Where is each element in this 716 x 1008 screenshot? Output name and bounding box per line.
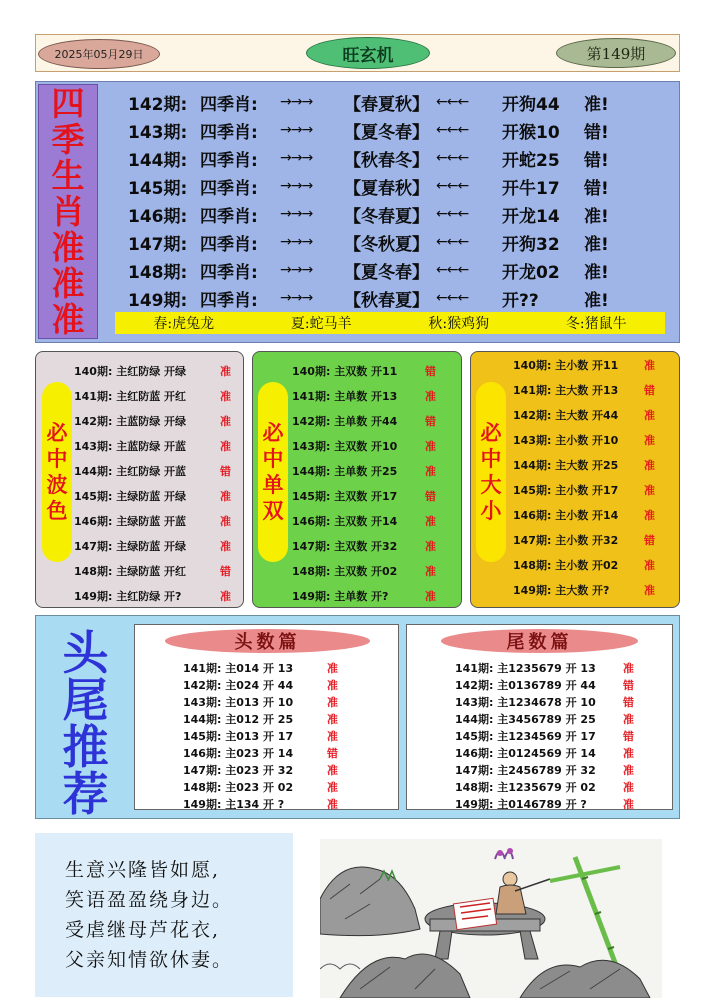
list-item (455, 659, 672, 676)
row-text: 142期: 主单数 开44 (292, 414, 398, 428)
row-text: 145期: 主1234569 开 17 (455, 729, 596, 743)
status: 准 (644, 458, 655, 472)
status: 准 (220, 539, 231, 553)
row-text: 142期: 主024 开 44 (183, 678, 294, 692)
list-item (74, 583, 231, 608)
list-item (513, 427, 655, 452)
row-text: 141期: 主014 开 13 (183, 661, 294, 675)
status: 准 (327, 712, 338, 726)
row-text: 143期: 主013 开 10 (183, 695, 294, 709)
result: 开狗44 (502, 94, 560, 115)
row-label: 四季肖: (200, 94, 258, 115)
season-row (128, 116, 673, 144)
issue-badge: 第149期 (556, 38, 676, 68)
row-text: 149期: 主单数 开? (292, 589, 389, 603)
list-item (455, 744, 672, 761)
arrow-right: →→→ (280, 206, 313, 222)
list-item (513, 527, 655, 552)
row-label: 四季肖: (200, 290, 258, 311)
tail-number-title: 尾数篇 (441, 629, 638, 653)
status: 准 (623, 763, 634, 777)
status: 错 (644, 533, 655, 547)
list-item (74, 383, 231, 408)
season-label-char: 准 (51, 299, 85, 339)
row-text: 145期: 主绿防蓝 开绿 (74, 489, 187, 503)
status: 错 (623, 729, 634, 743)
list-item (292, 558, 436, 583)
arrow-left: ←←← (436, 206, 469, 222)
status: 准 (220, 364, 231, 378)
status: 准 (425, 464, 436, 478)
date-badge: 2025年05月29日 (38, 39, 160, 69)
season-value: 【夏春秋】 (344, 178, 429, 199)
arrow-right: →→→ (280, 290, 313, 306)
status: 错 (327, 746, 338, 760)
status: 准 (644, 508, 655, 522)
list-item (455, 710, 672, 727)
row-text: 147期: 主双数 开32 (292, 539, 398, 553)
row-text: 147期: 主小数 开32 (513, 533, 619, 547)
season-legend (115, 312, 665, 334)
arrow-left: ←←← (436, 290, 469, 306)
legend-winter: 冬:猪鼠牛 (565, 316, 627, 332)
tail-number-list (455, 659, 672, 812)
season-value: 【夏冬春】 (344, 262, 429, 283)
big-small-list (513, 352, 655, 602)
head-tail-panel-label (48, 626, 123, 821)
season-label-char: 准 (51, 227, 85, 267)
list-item (183, 744, 398, 761)
status: 准 (220, 439, 231, 453)
odd-even-list (292, 358, 436, 608)
status: 准 (623, 797, 634, 811)
row-text: 146期: 主023 开 14 (183, 746, 294, 760)
row-text: 143期: 主小数 开10 (513, 433, 619, 447)
status: 准 (644, 358, 655, 372)
season-row (128, 284, 673, 312)
list-item (292, 458, 436, 483)
list-item (292, 358, 436, 383)
list-item (513, 352, 655, 377)
period: 144期: (128, 150, 188, 171)
row-text: 140期: 主红防绿 开绿 (74, 364, 187, 378)
poem-line: 生意兴隆皆如愿, (65, 859, 221, 881)
row-text: 148期: 主小数 开02 (513, 558, 619, 572)
result: 开龙14 (502, 206, 560, 227)
row-text: 144期: 主大数 开25 (513, 458, 619, 472)
season-value: 【春夏秋】 (344, 94, 429, 115)
status: 准 (425, 589, 436, 603)
page-title: 旺玄机 (306, 37, 430, 69)
period: 145期: (128, 178, 188, 199)
arrow-left: ←←← (436, 178, 469, 194)
row-text: 141期: 主大数 开13 (513, 383, 619, 397)
arrow-right: →→→ (280, 262, 313, 278)
list-item (183, 676, 398, 693)
label-char: 必 (480, 421, 502, 445)
season-row (128, 228, 673, 256)
status: 准 (425, 389, 436, 403)
list-item (183, 727, 398, 744)
label-char: 大 (480, 473, 502, 497)
status: 准 (425, 539, 436, 553)
row-text: 144期: 主红防绿 开蓝 (74, 464, 187, 478)
row-text: 149期: 主红防绿 开? (74, 589, 182, 603)
legend-autumn: 秋:猴鸡狗 (428, 316, 490, 332)
list-item (74, 483, 231, 508)
status: 准 (327, 678, 338, 692)
poem-panel (35, 833, 293, 997)
status: 错 (644, 383, 655, 397)
season-label-char: 四 (51, 83, 85, 123)
row-text: 149期: 主0146789 开 ? (455, 797, 587, 811)
label-char: 单 (262, 473, 284, 497)
list-item (455, 727, 672, 744)
list-item (74, 558, 231, 583)
season-row (128, 144, 673, 172)
list-item (74, 358, 231, 383)
status: 错 (220, 564, 231, 578)
list-item (513, 402, 655, 427)
list-item (74, 408, 231, 433)
status: 准! (584, 206, 609, 227)
label-char: 头 (62, 626, 109, 680)
row-text: 141期: 主1235679 开 13 (455, 661, 596, 675)
arrow-right: →→→ (280, 150, 313, 166)
season-label-char: 生 (51, 155, 85, 195)
row-label: 四季肖: (200, 262, 258, 283)
label-char: 中 (262, 447, 284, 471)
wave-panel-label (42, 382, 72, 562)
status: 准! (584, 262, 609, 283)
period: 149期: (128, 290, 188, 311)
list-item (292, 533, 436, 558)
list-item (292, 583, 436, 608)
status: 准 (623, 746, 634, 760)
list-item (183, 659, 398, 676)
arrow-right: →→→ (280, 94, 313, 110)
status: 准 (220, 589, 231, 603)
row-text: 145期: 主双数 开17 (292, 489, 398, 503)
result: 开?? (502, 290, 539, 311)
row-text: 148期: 主双数 开02 (292, 564, 398, 578)
status: 错 (623, 695, 634, 709)
list-item (455, 676, 672, 693)
head-number-panel (134, 624, 399, 810)
arrow-left: ←←← (436, 94, 469, 110)
period: 146期: (128, 206, 188, 227)
label-char: 中 (46, 447, 68, 471)
row-text: 146期: 主绿防蓝 开蓝 (74, 514, 187, 528)
list-item (513, 377, 655, 402)
arrow-left: ←←← (436, 122, 469, 138)
row-text: 140期: 主双数 开11 (292, 364, 398, 378)
big-small-panel-label (476, 382, 506, 562)
label-char: 荐 (62, 767, 109, 821)
status: 准 (644, 583, 655, 597)
status: 准! (584, 290, 609, 311)
row-text: 143期: 主1234678 开 10 (455, 695, 596, 709)
list-item (74, 508, 231, 533)
status: 错! (584, 122, 609, 143)
row-text: 146期: 主双数 开14 (292, 514, 398, 528)
result: 开龙02 (502, 262, 560, 283)
row-text: 149期: 主134 开 ? (183, 797, 285, 811)
status: 准 (220, 389, 231, 403)
list-item (292, 483, 436, 508)
status: 准 (220, 514, 231, 528)
label-char: 必 (46, 421, 68, 445)
status: 准 (327, 695, 338, 709)
row-text: 148期: 主绿防蓝 开红 (74, 564, 187, 578)
status: 错 (425, 414, 436, 428)
arrow-right: →→→ (280, 122, 313, 138)
wave-list (74, 358, 231, 608)
row-text: 149期: 主大数 开? (513, 583, 610, 597)
season-label-char: 准 (51, 263, 85, 303)
result: 开狗32 (502, 234, 560, 255)
list-item (183, 795, 398, 812)
row-text: 144期: 主单数 开25 (292, 464, 398, 478)
season-panel-label (38, 84, 98, 339)
list-item (455, 761, 672, 778)
status: 准 (327, 780, 338, 794)
status: 错 (623, 678, 634, 692)
status: 准 (425, 564, 436, 578)
status: 准 (425, 439, 436, 453)
list-item (74, 458, 231, 483)
arrow-left: ←←← (436, 150, 469, 166)
season-value: 【秋春夏】 (344, 290, 429, 311)
status: 准 (327, 729, 338, 743)
row-text: 141期: 主单数 开13 (292, 389, 398, 403)
status: 错! (584, 150, 609, 171)
label-char: 推 (62, 720, 109, 774)
season-row (128, 88, 673, 116)
arrow-left: ←←← (436, 262, 469, 278)
result: 开蛇25 (502, 150, 560, 171)
list-item (513, 577, 655, 602)
season-value: 【夏冬春】 (344, 122, 429, 143)
status: 错! (584, 178, 609, 199)
row-label: 四季肖: (200, 122, 258, 143)
status: 准 (623, 661, 634, 675)
row-text: 145期: 主013 开 17 (183, 729, 294, 743)
row-text: 146期: 主小数 开14 (513, 508, 619, 522)
head-number-list (183, 659, 398, 812)
season-row (128, 172, 673, 200)
list-item (513, 477, 655, 502)
list-item (183, 761, 398, 778)
row-text: 144期: 主012 开 25 (183, 712, 294, 726)
label-char: 中 (480, 447, 502, 471)
status: 准 (327, 661, 338, 675)
label-char: 色 (46, 499, 68, 523)
row-text: 144期: 主3456789 开 25 (455, 712, 596, 726)
status: 准 (644, 558, 655, 572)
row-text: 147期: 主023 开 32 (183, 763, 294, 777)
season-label-char: 肖 (51, 191, 85, 231)
season-rows (128, 88, 673, 312)
status: 准! (584, 94, 609, 115)
list-item (183, 778, 398, 795)
row-text: 143期: 主双数 开10 (292, 439, 398, 453)
result: 开牛17 (502, 178, 560, 199)
list-item (74, 533, 231, 558)
label-char: 双 (262, 499, 284, 523)
row-text: 140期: 主小数 开11 (513, 358, 619, 372)
period: 147期: (128, 234, 188, 255)
status: 准 (425, 514, 436, 528)
season-label-char: 季 (51, 119, 85, 159)
head-number-title: 头数篇 (165, 629, 370, 653)
result: 开猴10 (502, 122, 560, 143)
status: 准 (644, 408, 655, 422)
arrow-right: →→→ (280, 234, 313, 250)
list-item (183, 693, 398, 710)
arrow-right: →→→ (280, 178, 313, 194)
status: 准 (623, 712, 634, 726)
row-text: 148期: 主1235679 开 02 (455, 780, 596, 794)
row-label: 四季肖: (200, 150, 258, 171)
row-text: 147期: 主绿防蓝 开绿 (74, 539, 187, 553)
row-label: 四季肖: (200, 178, 258, 199)
label-char: 必 (262, 421, 284, 445)
period: 143期: (128, 122, 188, 143)
status: 准 (327, 763, 338, 777)
season-value: 【冬春夏】 (344, 206, 429, 227)
status: 准 (220, 414, 231, 428)
status: 准 (327, 797, 338, 811)
status: 准! (584, 234, 609, 255)
list-item (455, 693, 672, 710)
legend-summer: 夏:蛇马羊 (290, 316, 352, 332)
status: 错 (425, 364, 436, 378)
status: 准 (623, 780, 634, 794)
list-item (74, 433, 231, 458)
label-char: 尾 (62, 673, 109, 727)
row-text: 146期: 主0124569 开 14 (455, 746, 596, 760)
row-text: 141期: 主红防蓝 开红 (74, 389, 187, 403)
scholar-illustration (320, 839, 662, 998)
label-char: 小 (480, 499, 502, 523)
season-value: 【秋春冬】 (344, 150, 429, 171)
list-item (513, 502, 655, 527)
list-item (292, 433, 436, 458)
poem-line: 受虐继母芦花衣, (65, 919, 221, 941)
list-item (292, 408, 436, 433)
poem-line: 父亲知情欲休妻。 (65, 949, 234, 971)
legend-spring: 春:虎兔龙 (153, 316, 215, 332)
tail-number-panel (406, 624, 673, 810)
list-item (513, 552, 655, 577)
row-text: 147期: 主2456789 开 32 (455, 763, 596, 777)
list-item (183, 710, 398, 727)
status: 准 (644, 483, 655, 497)
row-label: 四季肖: (200, 234, 258, 255)
season-row (128, 256, 673, 284)
row-text: 142期: 主蓝防绿 开绿 (74, 414, 187, 428)
status: 准 (644, 433, 655, 447)
season-value: 【冬秋夏】 (344, 234, 429, 255)
poem-line: 笑语盈盈绕身边。 (65, 889, 234, 911)
status: 错 (220, 464, 231, 478)
period: 148期: (128, 262, 188, 283)
list-item (513, 452, 655, 477)
arrow-left: ←←← (436, 234, 469, 250)
row-text: 145期: 主小数 开17 (513, 483, 619, 497)
label-char: 波 (46, 473, 68, 497)
list-item (292, 508, 436, 533)
row-text: 148期: 主023 开 02 (183, 780, 294, 794)
status: 准 (220, 489, 231, 503)
list-item (292, 383, 436, 408)
row-label: 四季肖: (200, 206, 258, 227)
period: 142期: (128, 94, 188, 115)
status: 错 (425, 489, 436, 503)
odd-even-panel-label (258, 382, 288, 562)
row-text: 142期: 主大数 开44 (513, 408, 619, 422)
list-item (455, 778, 672, 795)
row-text: 142期: 主0136789 开 44 (455, 678, 596, 692)
season-row (128, 200, 673, 228)
row-text: 143期: 主蓝防绿 开蓝 (74, 439, 187, 453)
list-item (455, 795, 672, 812)
